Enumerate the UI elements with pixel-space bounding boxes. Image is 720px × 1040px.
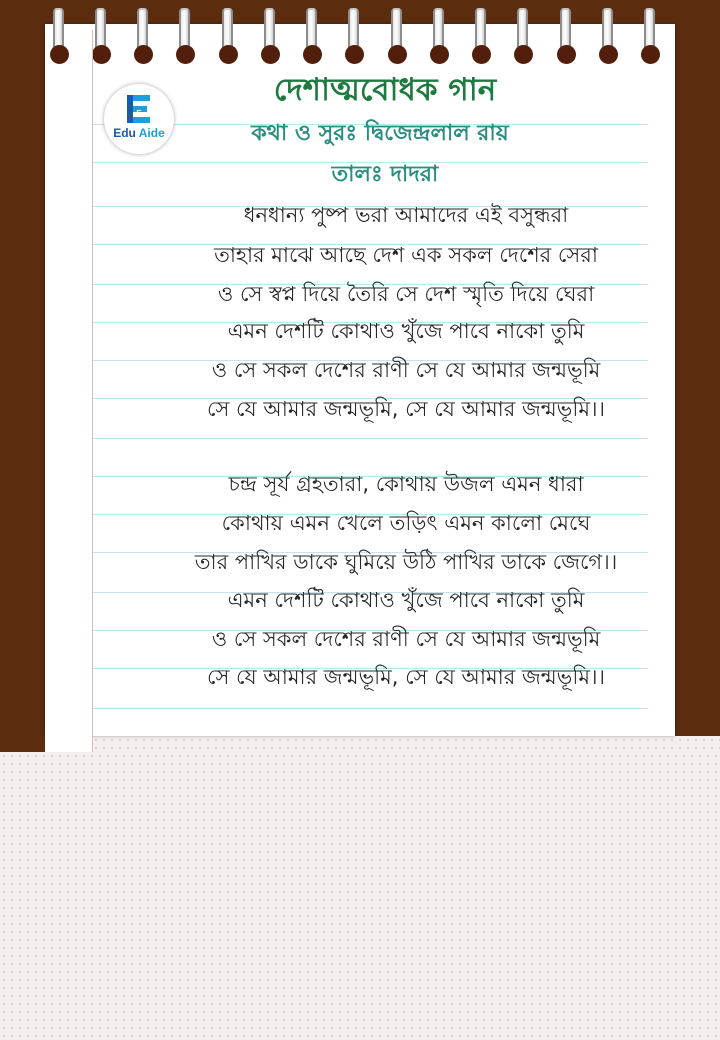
lyric-line: সে যে আমার জন্মভূমি, সে যে আমার জন্মভূমি।।: [206, 665, 606, 689]
logo-word-aide: Aide: [138, 126, 165, 140]
rule-line: [93, 708, 648, 709]
lyric-line: ও সে সকল দেশের রাণী সে যে আমার জন্মভূমি: [211, 358, 601, 382]
lyric-line: ধনধান্য পুষ্প ভরা আমাদের এই বসুন্ধরা: [243, 203, 569, 227]
binding-hole: [430, 45, 449, 64]
binding-hole: [641, 45, 660, 64]
lyric-line: এমন দেশটি কোথাও খুঁজে পাবে নাকো তুমি: [227, 319, 585, 343]
logo-word-edu: Edu: [113, 126, 136, 140]
logo-text: [104, 126, 174, 140]
lyric-line: তাহার মাঝে আছে দেশ এক সকল দেশের সেরা: [214, 243, 598, 267]
binding-hole: [345, 45, 364, 64]
binding-hole: [514, 45, 533, 64]
lyric-line: চন্দ্র সূর্য গ্রহতারা, কোথায় উজল এমন ধারা: [228, 472, 584, 496]
binding-hole: [599, 45, 618, 64]
binding-hole: [303, 45, 322, 64]
binding-hole: [219, 45, 238, 64]
frame-cutout: [92, 736, 720, 752]
lyric-line: সে যে আমার জন্মভূমি, সে যে আমার জন্মভূমি।।: [206, 397, 606, 421]
logo-mark: E: [136, 109, 142, 118]
book-logo-icon: [126, 92, 152, 126]
binding-hole: [388, 45, 407, 64]
binding-hole: [134, 45, 153, 64]
binding-hole: [472, 45, 491, 64]
edu-aide-logo: [104, 84, 174, 154]
binding-hole: [50, 45, 69, 64]
margin-line: [92, 30, 93, 752]
lyric-line: ও সে সকল দেশের রাণী সে যে আমার জন্মভূমি: [211, 627, 601, 651]
song-tala: তালঃ দাদরা: [331, 162, 439, 187]
song-title: দেশাত্মবোধক গান: [273, 72, 497, 108]
lyric-line: এমন দেশটি কোথাও খুঁজে পাবে নাকো তুমি: [227, 588, 585, 612]
rule-line: [93, 438, 648, 439]
lyric-line: কোথায় এমন খেলে তড়িৎ এমন কালো মেঘে: [221, 511, 591, 535]
lyric-line: ও সে স্বপ্ন দিয়ে তৈরি সে দেশ স্মৃতি দিয়ে ঘেরা: [217, 282, 595, 306]
notebook-page-tail: [45, 736, 93, 752]
binding-hole: [176, 45, 195, 64]
song-credit: কথা ও সুরঃ দ্বিজেন্দ্রলাল রায়: [251, 121, 509, 146]
binding-hole: [261, 45, 280, 64]
binding-hole: [92, 45, 111, 64]
lyric-line: তার পাখির ডাকে ঘুমিয়ে উঠি পাখির ডাকে জেগে।।: [194, 550, 618, 574]
binding-hole: [557, 45, 576, 64]
